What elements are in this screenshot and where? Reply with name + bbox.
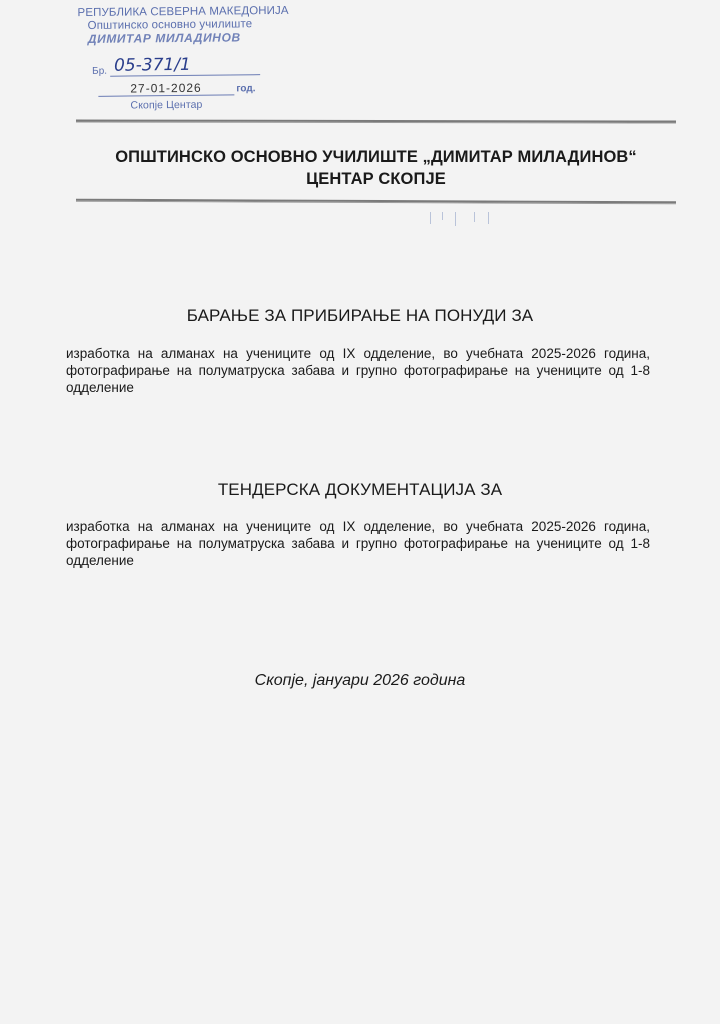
stamp-year-suffix: год. [236, 83, 256, 95]
registration-stamp [69, 5, 290, 113]
stamp-school-type: Општинско основно училиште [87, 18, 253, 32]
stamp-country: РЕПУБЛИКА СЕВЕРНА МАКЕДОНИЈА [77, 4, 289, 20]
stamp-number-underline [110, 74, 260, 77]
tender-heading: ТЕНДЕРСКА ДОКУМЕНТАЦИЈА ЗА [217, 480, 503, 499]
stamp-place: Скопје Центар [130, 98, 203, 112]
header-rule-bottom [76, 199, 676, 205]
request-heading: БАРАЊЕ ЗА ПРИБИРАЊЕ НА ПОНУДИ ЗА [186, 306, 534, 325]
stamp-number-prefix: Бр. [92, 65, 108, 77]
stamp-handwritten-number: 05-371/1 [113, 54, 191, 76]
stamp-date: 27-01-2026 [130, 80, 202, 96]
school-header-line2: ЦЕНТАР СКОПЈЕ [306, 170, 446, 188]
stamp-school-name: ДИМИТАР МИЛАДИНОВ [87, 30, 241, 46]
scan-specks [428, 212, 498, 228]
stamp-date-row [70, 80, 290, 104]
school-header [76, 146, 676, 190]
tender-description: изработка на алманах на учениците од IX одделение, во учебната 2025-2026 година, фотографирање на полуматруска забава и групно фотографирање на учениците од 1-8 одделение [66, 519, 650, 568]
stamp-number-row [70, 54, 290, 78]
place-date: Скопје, јануари 2026 година [254, 672, 466, 689]
request-description: изработка на алманах на учениците од IX одделение, во учебната 2025-2026 година, фотографирање на полуматруска забава и групно фотографирање на учениците од 1-8 одделение [66, 346, 650, 395]
header-rule-top [76, 119, 676, 123]
school-header-line1: ОПШТИНСКО ОСНОВНО УЧИЛИШТЕ „ДИМИТАР МИЛАДИНОВ“ [115, 148, 637, 166]
